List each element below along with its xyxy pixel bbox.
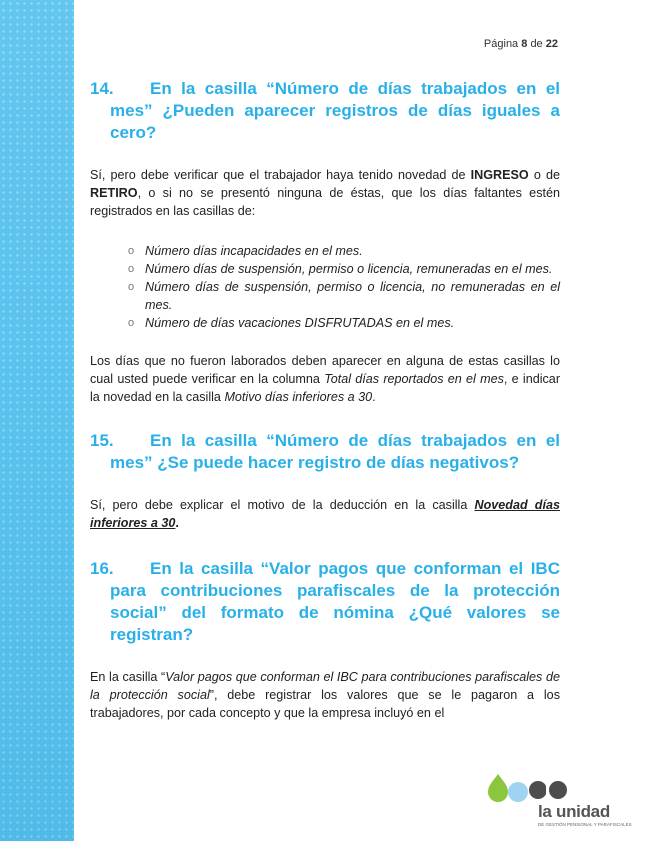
question-14-heading — [90, 78, 560, 144]
logo-drop-green — [488, 774, 508, 802]
logo-subtitle: DE GESTIÓN PENSIONAL Y PARAFISCALES — [538, 822, 632, 827]
question-15-number: 15. — [90, 431, 114, 450]
logo-drops-icon — [486, 772, 546, 806]
page-total: 22 — [545, 38, 558, 50]
question-16-number: 16. — [90, 559, 114, 578]
text-run: ”, debe registrar los valores que se le pagaron a los trabajadores, por cada concepto y que la empresa incluyó en el — [90, 688, 560, 720]
document-body — [90, 78, 560, 722]
logo-name: la unidad — [538, 802, 610, 821]
text-run: o de — [528, 168, 560, 182]
band-gradient — [0, 0, 74, 841]
question-14-paragraph-1 — [90, 166, 560, 220]
novedad-dias-emphasis: Novedad días inferiores a 30 — [90, 498, 560, 530]
question-14-title: En la casilla “Número de días trabajados en el mes” ¿Pueden aparecer registros de días iguales a cero? — [110, 79, 560, 142]
page-number — [484, 38, 558, 50]
question-14-list — [90, 242, 560, 332]
italic-run: Valor pagos que conforman el IBC para contribuciones parafiscales de la protección social — [90, 670, 560, 702]
text-run: Sí, pero debe verificar que el trabajador haya tenido novedad de — [90, 168, 471, 182]
text-run: . — [175, 516, 179, 530]
question-15-title: En la casilla “Número de días trabajados en el mes” ¿Se puede hacer registro de días negativos? — [110, 431, 560, 472]
text-run: Los días que no fueron laborados deben aparecer en alguna de estas casillas lo cual usted puede verificar en la columna — [90, 354, 560, 386]
list-item: o Número días de suspensión, permiso o licencia, remuneradas en el mes. — [145, 260, 560, 278]
list-item: o Número de días vacaciones DISFRUTADAS en el mes. — [145, 314, 560, 332]
logo-drop-blue — [508, 782, 528, 802]
italic-run: Total días reportados en el mes — [324, 372, 504, 386]
list-item: o Número días incapacidades en el mes. — [145, 242, 560, 260]
question-16-heading — [90, 558, 560, 646]
question-14-number: 14. — [90, 79, 114, 98]
question-16-paragraph-1 — [90, 668, 560, 722]
left-decorative-band — [0, 0, 74, 841]
retiro-bold: RETIRO — [90, 186, 138, 200]
page-current: 8 — [521, 38, 528, 50]
question-15-paragraph-1 — [90, 496, 560, 532]
ingreso-bold: INGRESO — [470, 168, 529, 182]
logo-drop-dark-2-icon — [540, 772, 620, 802]
text-run: Sí, pero debe explicar el motivo de la deducción en la casilla — [90, 498, 475, 512]
page-separator: de — [530, 38, 543, 50]
list-item: o Número días de suspensión, permiso o licencia, no remuneradas en el mes. — [145, 278, 560, 314]
text-run: En la casilla “ — [90, 670, 166, 684]
question-16-title: En la casilla “Valor pagos que conforman el IBC para contribuciones parafiscales de la protección social” del formato de nómina ¿Qué valores se registran? — [110, 559, 560, 644]
la-unidad-logo — [486, 772, 632, 832]
page-prefix: Página — [483, 38, 519, 50]
text-run: , o si no se presentó ninguna de éstas, que los días faltantes estén registrados en las casillas de: — [90, 186, 560, 218]
text-run: . — [372, 390, 376, 404]
question-14-paragraph-2 — [90, 352, 560, 406]
question-15-heading — [90, 430, 560, 474]
text-run: , e indicar la novedad en la casilla — [90, 372, 561, 404]
italic-run: Motivo días inferiores a 30 — [224, 390, 373, 404]
